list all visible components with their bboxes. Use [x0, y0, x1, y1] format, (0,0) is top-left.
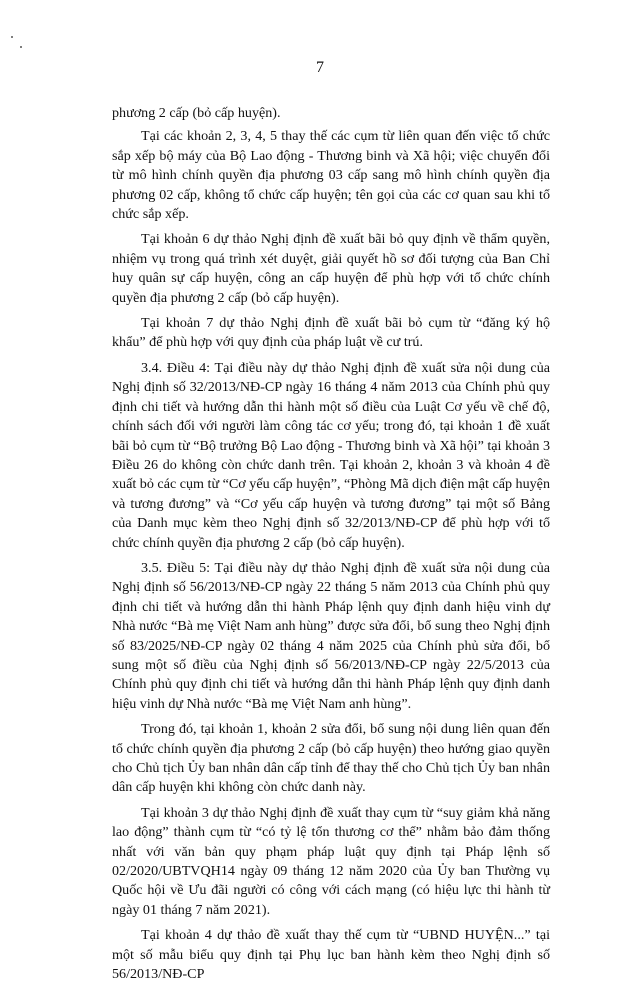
paragraph: Tại khoản 4 dự thảo đề xuất thay thế cụm từ “UBND HUYỆN...” tại một số mẫu biểu quy định tại Phụ lục ban hành kèm theo Nghị định số 56/2013/NĐ-CP — [112, 927, 550, 983]
scan-speck — [20, 46, 22, 48]
paragraph-section-3-5: 3.5. Điều 5: Tại điều này dự thảo Nghị định đề xuất sửa nội dung của Nghị định số 56/2013/NĐ-CP ngày 22 tháng 5 năm 2013 của Chính phủ quy định chi tiết và hướng dẫn thi hành Pháp lệnh quy định danh hiệu vinh dự Nhà nước “Bà mẹ Việt Nam anh hùng” được sửa đổi, bổ sung theo Nghị định số 83/2025/NĐ-CP ngày 02 tháng 4 năm 2025 của Chính phủ sửa đổi, bổ sung một số điều của Nghị định số 56/2013/NĐ-CP ngày 22/5/2013 của Chính phủ quy định chi tiết và hướng dẫn thi hành Pháp lệnh quy định danh hiệu vinh dự Nhà nước “Bà mẹ Việt Nam anh hùng”. — [112, 559, 550, 712]
page-number: 7 — [316, 59, 324, 76]
paragraph-continuation: phương 2 cấp (bỏ cấp huyện). — [112, 105, 281, 121]
paragraph: Tại các khoản 2, 3, 4, 5 thay thế các cụm từ liên quan đến việc tổ chức sắp xếp bộ máy của Bộ Lao động - Thương binh và Xã hội; việc chuyển đổi từ mô hình chính quyền địa phương 03 cấp sang mô hình chính quyền địa phương 02 cấp, không tổ chức cấp huyện; tên gọi của các cơ quan sau khi tổ chức sắp xếp. — [112, 128, 550, 223]
paragraph: Tại khoản 6 dự thảo Nghị định đề xuất bãi bỏ quy định về thẩm quyền, nhiệm vụ trong quá trình xét duyệt, giải quyết hồ sơ đối tượng của Ban Chỉ huy quân sự cấp huyện, công an cấp huyện để phù hợp với tổ chức chính quyền địa phương 2 cấp (bỏ cấp huyện). — [112, 231, 550, 306]
paragraph: Tại khoản 3 dự thảo Nghị định đề xuất thay cụm từ “suy giảm khả năng lao động” thành cụm từ “có tỷ lệ tổn thương cơ thể” nhằm bảo đảm thống nhất với văn bản quy phạm pháp luật quy định tại Pháp lệnh số 02/2020/UBTVQH14 ngày 09 tháng 12 năm 2020 của Ủy ban Thường vụ Quốc hội về Ưu đãi người có công với cách mạng (có hiệu lực thi hành từ ngày 01 tháng 7 năm 2021). — [112, 804, 550, 918]
scan-speck — [11, 36, 13, 38]
paragraph-section-3-4: 3.4. Điều 4: Tại điều này dự thảo Nghị định đề xuất sửa nội dung của Nghị định số 32/2013/NĐ-CP ngày 16 tháng 4 năm 2013 của Chính phủ quy định chi tiết và hướng dẫn thi hành một số điều của Luật Cơ yếu về chế độ, chính sách đối với người làm công tác cơ yếu; trong đó, tại khoản 1 đề xuất bãi bỏ cụm từ “Bộ trưởng Bộ Lao động - Thương binh và Xã hội” tại khoản 3 Điều 26 do không còn chức danh trên. Tại khoản 2, khoản 3 và khoản 4 đề xuất bỏ các cụm từ “Cơ yếu cấp huyện”, “Phòng Mã dịch điện mật cấp huyện và tương đương” và “Cơ yếu cấp huyện và tương đương” tại một số Bảng của Danh mục kèm theo Nghị định số 32/2013/NĐ-CP để phù hợp với tổ chức chính quyền địa phương 2 cấp (bỏ cấp huyện). — [112, 359, 550, 551]
paragraph: Trong đó, tại khoản 1, khoản 2 sửa đổi, bổ sung nội dung liên quan đến tổ chức chính quyền địa phương 2 cấp (bỏ cấp huyện) theo hướng giao quyền cho Chủ tịch Ủy ban nhân dân cấp tỉnh để thay thế cho Chủ tịch Ủy ban nhân dân cấp huyện khi không còn chức danh này. — [112, 721, 550, 796]
document-body — [112, 104, 550, 990]
paragraph: Tại khoản 7 dự thảo Nghị định đề xuất bãi bỏ cụm từ “đăng ký hộ khẩu” để phù hợp với quy định của pháp luật về cư trú. — [112, 315, 550, 351]
